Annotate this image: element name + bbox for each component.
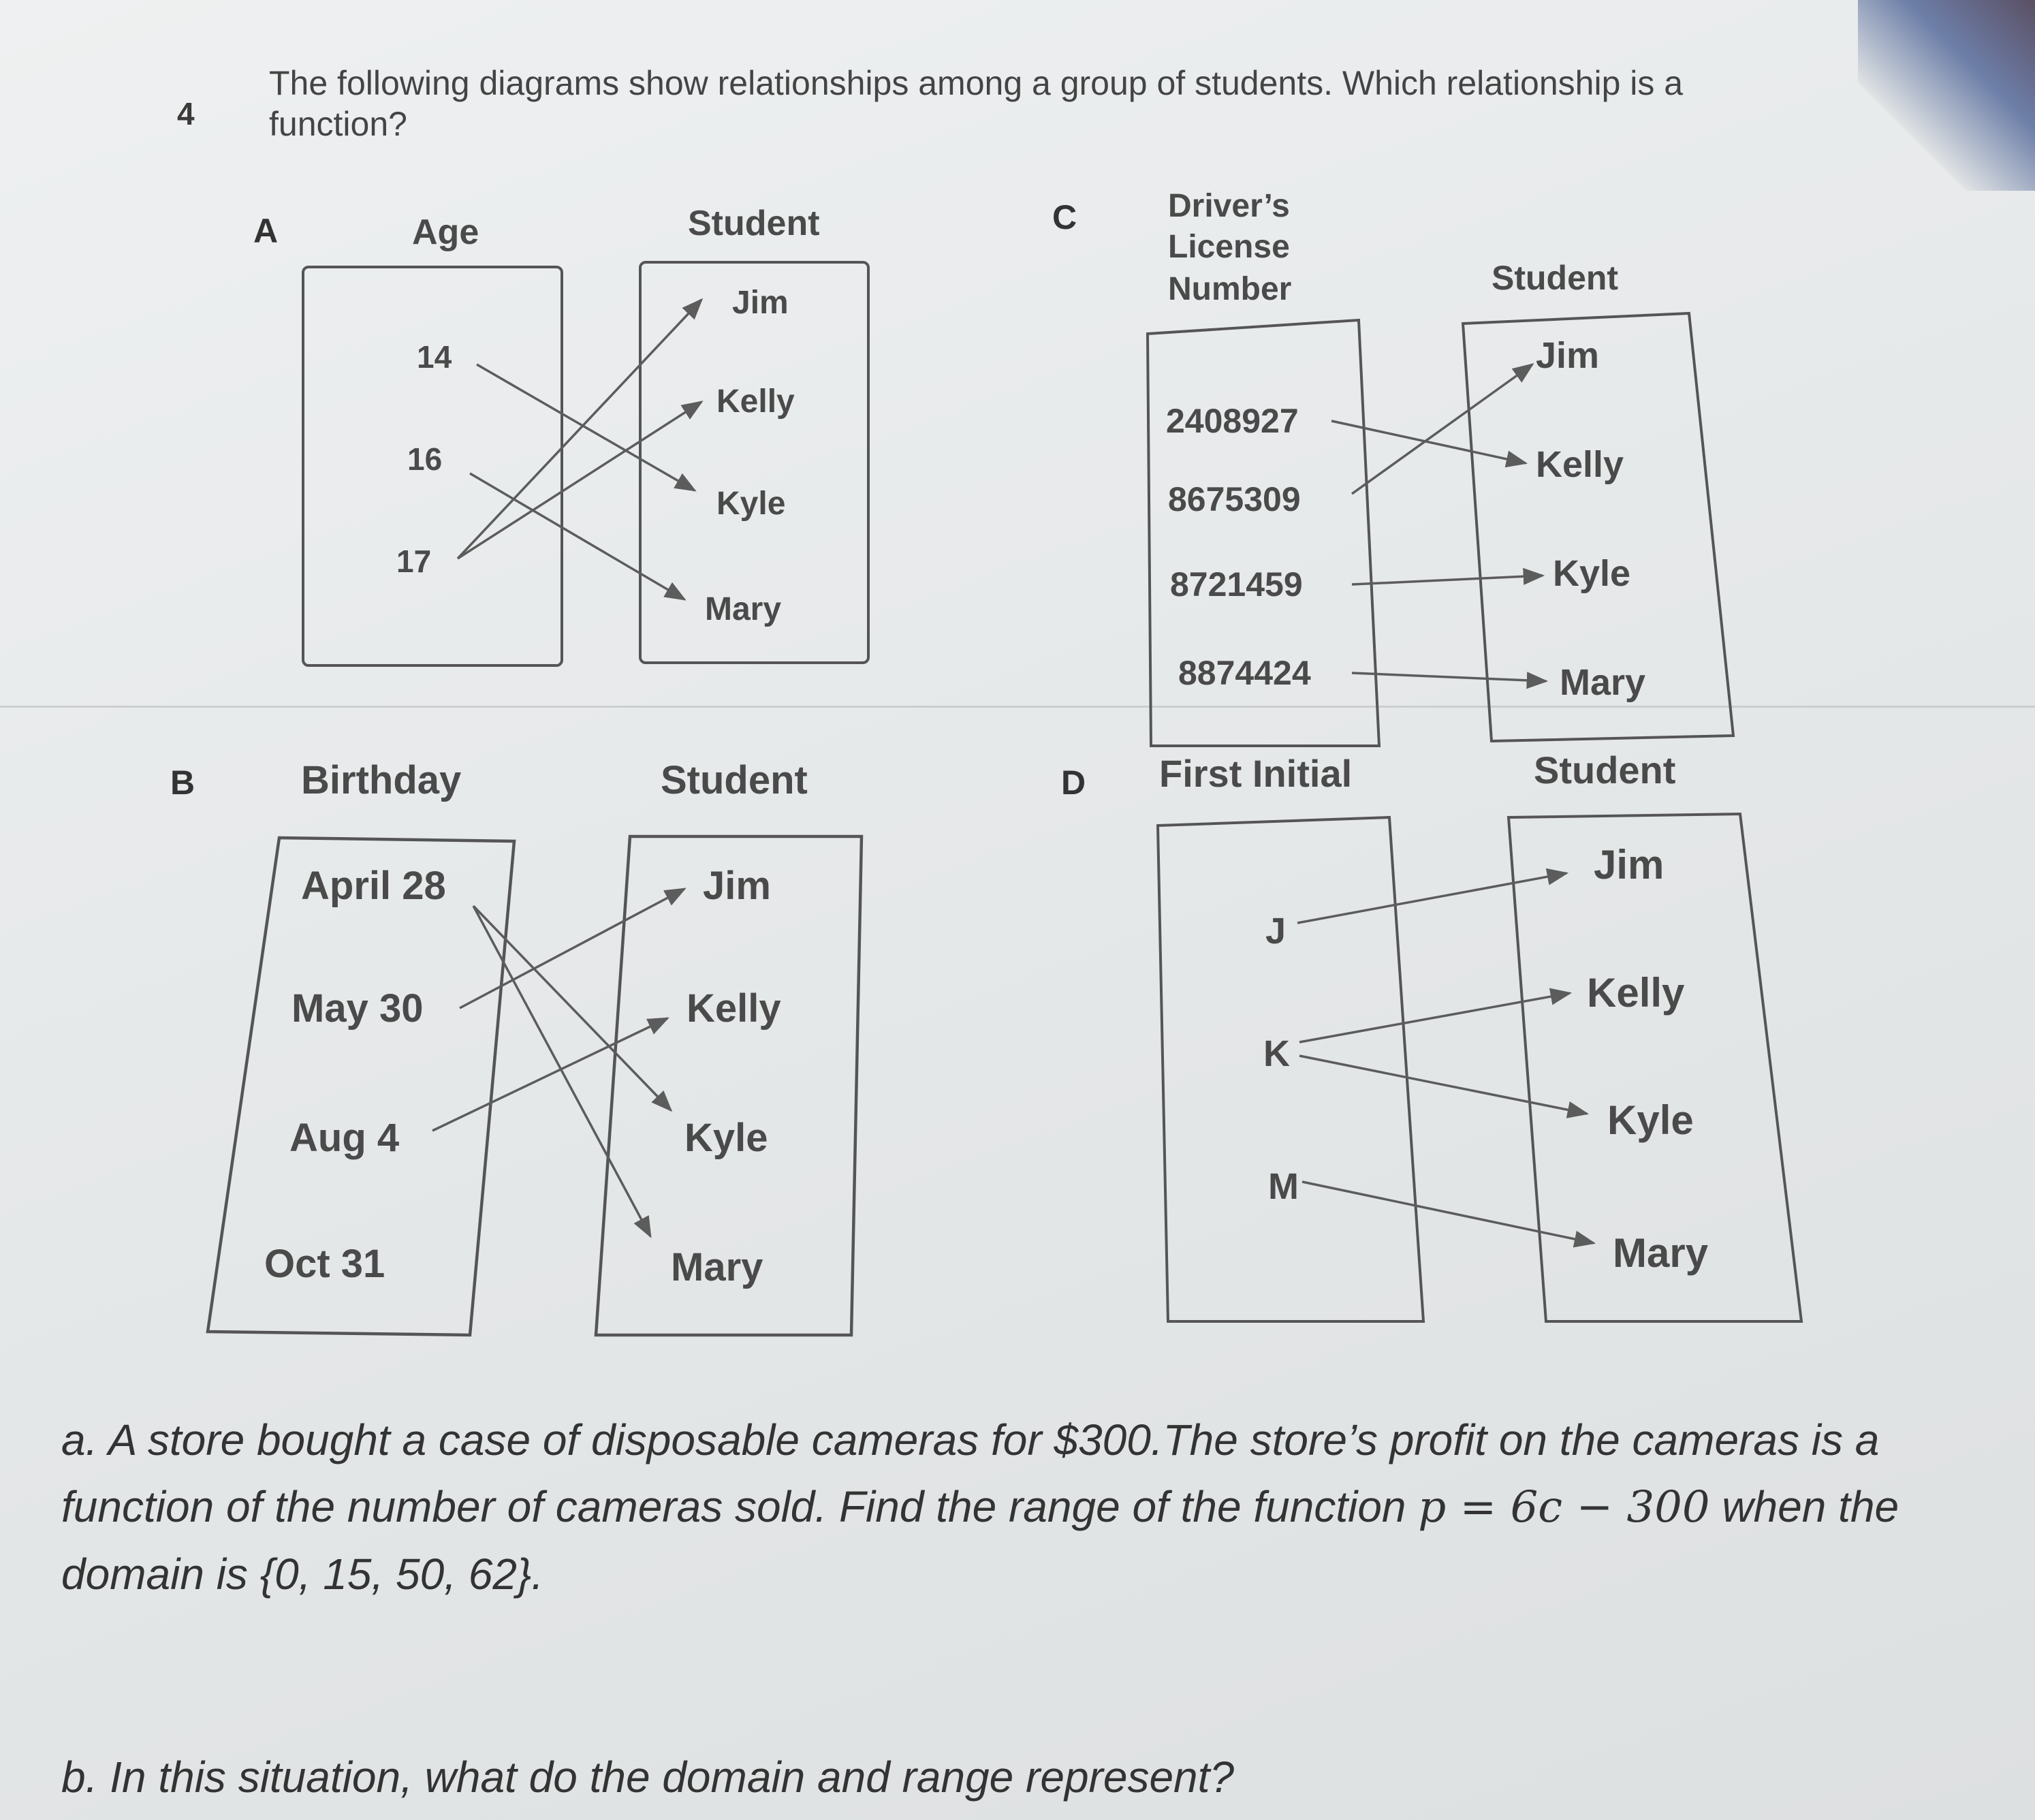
diagram-d-range-item: Kyle (1607, 1097, 1694, 1143)
diagram-a-range-item: Kelly (716, 383, 795, 420)
diagram-d-left-header: First Initial (1159, 752, 1353, 795)
part-a-question (61, 1407, 2023, 1607)
diagram-d-right-header: Student (1534, 749, 1676, 791)
diagram-a-arrow (470, 473, 684, 599)
diagram-a-domain-item: 14 (417, 339, 452, 375)
diagram-c-left-header-line: Driver’s (1168, 188, 1290, 224)
diagram-b-arrow (473, 906, 650, 1236)
diagram-d (1158, 749, 1801, 1321)
diagram-b-left-header: Birthday (301, 758, 462, 802)
diagram-d-domain-item: J (1265, 911, 1287, 952)
diagram-b-arrow (473, 906, 671, 1110)
diagram-b-arrow (460, 889, 684, 1008)
diagram-b-range-item: Mary (671, 1245, 763, 1289)
diagram-a (303, 204, 868, 665)
diagram-b-domain-item: Aug 4 (289, 1116, 400, 1160)
part-a-label: a. (61, 1415, 98, 1464)
diagram-c-left-header-line: Number (1168, 271, 1292, 307)
diagram-b-range-item: Kelly (687, 986, 781, 1031)
diagram-c-arrow (1331, 421, 1526, 463)
diagram-a-range-item: Jim (732, 285, 789, 321)
diagram-b-domain-item: April 28 (301, 864, 446, 908)
diagram-b-domain-item: May 30 (291, 986, 424, 1031)
diagram-c-left-header (1168, 188, 1299, 307)
diagram-b-range-item: Jim (703, 864, 771, 908)
diagram-d-range-item: Mary (1613, 1230, 1709, 1276)
diagram-c-domain-item: 8721459 (1170, 565, 1303, 603)
diagram-d-range-item: Jim (1594, 842, 1665, 888)
diagram-a-range-item: Kyle (716, 486, 786, 522)
diagram-d-domain-item: M (1268, 1166, 1299, 1207)
diagram-d-arrow (1302, 1182, 1594, 1243)
diagram-a-arrow (458, 300, 701, 559)
question-number: 4 (177, 96, 195, 131)
diagram-b (208, 758, 862, 1335)
question-prompt: The following diagrams show relationships among a group of students. Which relationship is a function? (269, 64, 1684, 143)
diagram-a-left-header: Age (412, 213, 479, 252)
diagram-b-range-item: Kyle (684, 1116, 768, 1160)
part-a-domain: {0, 15, 50, 62}. (259, 1550, 544, 1599)
diagram-c-right-header: Student (1492, 259, 1619, 297)
diagram-c-range-item: Mary (1560, 662, 1646, 703)
diagram-c-left-header-line: License (1168, 229, 1290, 265)
part-a-text: A store bought a case of disposable cameras for $300.The store’s profit on the cameras is a function of the number of cameras sold. Find the range of the function (61, 1415, 1880, 1531)
diagram-c-domain-item: 8874424 (1178, 654, 1311, 692)
part-b-text: In this situation, what do the domain and range represent? (110, 1753, 1234, 1802)
diagram-c-letter: C (1052, 198, 1077, 236)
diagram-c-domain-item: 2408927 (1166, 402, 1299, 440)
part-a-text-2: when the domain is (61, 1482, 1899, 1599)
diagram-c-arrow (1352, 576, 1543, 584)
diagram-d-range-item: Kelly (1587, 970, 1685, 1016)
diagram-c-domain-item: 8675309 (1168, 480, 1301, 518)
diagram-a-arrow (458, 402, 701, 559)
diagram-a-range-item: Mary (705, 591, 782, 627)
diagram-c-range-item: Kyle (1553, 553, 1631, 594)
diagram-d-arrow (1299, 993, 1570, 1042)
part-b-label: b. (61, 1753, 98, 1802)
diagram-d-domain-item: K (1263, 1033, 1290, 1074)
diagram-a-domain-item: 16 (407, 441, 443, 477)
diagram-b-right-header: Student (661, 758, 808, 802)
diagram-c-arrow (1352, 673, 1546, 681)
diagram-d-arrow (1297, 873, 1566, 923)
part-b-question (61, 1744, 2023, 1810)
diagram-c-arrow (1352, 364, 1532, 494)
diagram-c-range-item: Jim (1536, 335, 1600, 376)
diagram-a-right-header: Student (688, 204, 820, 243)
part-a-equation: p = 6c − 300 (1418, 1482, 1710, 1533)
diagram-a-letter: A (253, 212, 279, 250)
diagram-d-arrow (1299, 1056, 1587, 1114)
diagram-d-letter: D (1061, 764, 1086, 802)
diagram-c (1148, 188, 1733, 746)
diagram-a-domain-item: 17 (396, 544, 432, 579)
diagram-d-domain-box (1158, 817, 1423, 1321)
diagram-b-letter: B (170, 764, 195, 802)
diagram-b-arrow (432, 1018, 667, 1131)
diagram-c-range-item: Kelly (1536, 444, 1624, 485)
diagram-b-domain-item: Oct 31 (264, 1242, 385, 1286)
